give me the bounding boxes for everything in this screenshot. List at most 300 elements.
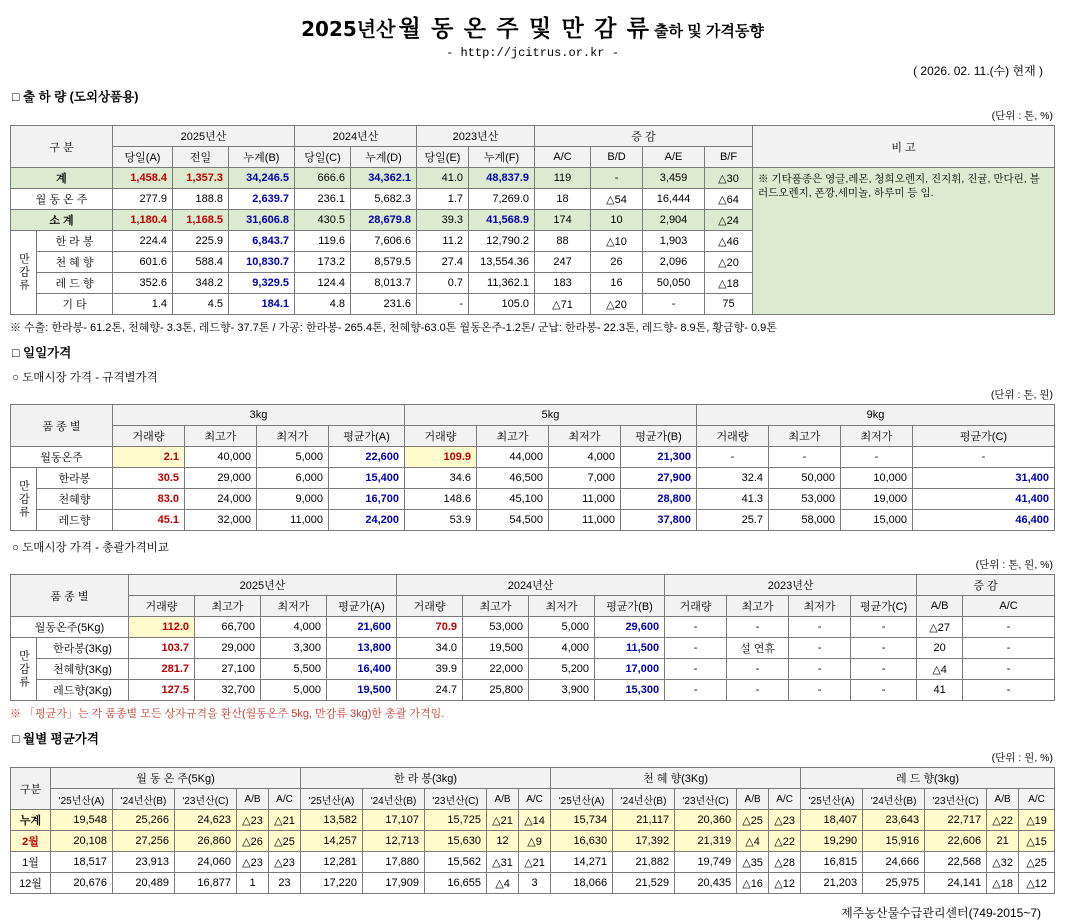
- subcol-10: 최저가: [789, 596, 851, 617]
- cell: 18: [535, 189, 591, 210]
- row-label: 누계: [11, 810, 51, 831]
- cell: -: [769, 447, 841, 468]
- table-row: [11, 638, 1055, 659]
- subcol-24: '24년산(B): [863, 789, 925, 810]
- row-label: 월동온주: [11, 447, 113, 468]
- subcol-ab: A/B: [737, 789, 769, 810]
- cell: -: [643, 294, 705, 315]
- cell: 16,877: [175, 873, 237, 894]
- cell: 7,606.6: [351, 231, 417, 252]
- cell: 14,257: [301, 831, 363, 852]
- cell: 11.2: [417, 231, 469, 252]
- cell: 109.9: [405, 447, 477, 468]
- cell: 22,000: [463, 659, 529, 680]
- cell: 7,269.0: [469, 189, 535, 210]
- cell: 9,000: [257, 489, 329, 510]
- cell: △4: [737, 831, 769, 852]
- cell: 24,000: [185, 489, 257, 510]
- cell: △25: [737, 810, 769, 831]
- subcol-ac: A/C: [269, 789, 301, 810]
- cell: 173.2: [295, 252, 351, 273]
- cell: 17,220: [301, 873, 363, 894]
- section1-footnote: ※ 수출: 한라봉- 61.2톤, 천혜향- 3.3톤, 레드향- 37.7톤 / 가공: 한라봉- 265.4톤, 천혜향-63.0톤 월동온주-1.2톤/ 군납: 한라봉- 22.3톤, 레드향- 8.9톤, 황금향- 0.9톤: [10, 322, 777, 334]
- col-gubun: 구 분: [11, 126, 113, 168]
- cell: 25,266: [113, 810, 175, 831]
- title-prefix: 2025년산: [301, 17, 396, 41]
- cell: 28,800: [621, 489, 697, 510]
- cell: 103.7: [129, 638, 195, 659]
- cell: 15,916: [863, 831, 925, 852]
- cell: -: [789, 617, 851, 638]
- subcol-10: B/F: [705, 147, 753, 168]
- subcol-3: 평균가(A): [329, 426, 405, 447]
- col-2025: 2025년산: [113, 126, 295, 147]
- cell: 588.4: [173, 252, 229, 273]
- subcol-10: 최저가: [841, 426, 913, 447]
- subcol-8: 거래량: [665, 596, 727, 617]
- col-change: 증 감: [535, 126, 753, 147]
- subcol-6: 최저가: [549, 426, 621, 447]
- cell: 4.5: [173, 294, 229, 315]
- cell: 2,904: [643, 210, 705, 231]
- cell: 4,000: [261, 617, 327, 638]
- subcol-24: '24년산(B): [613, 789, 675, 810]
- row-label: 한라봉: [37, 468, 113, 489]
- cell: 15,734: [551, 810, 613, 831]
- cell: △21: [487, 810, 519, 831]
- cell: △9: [519, 831, 551, 852]
- cell: 10,830.7: [229, 252, 295, 273]
- cell: 설 연휴: [727, 638, 789, 659]
- subcol-25: '25년산(A): [801, 789, 863, 810]
- cell: 10: [591, 210, 643, 231]
- cell: 39.9: [397, 659, 463, 680]
- cell: △22: [987, 810, 1019, 831]
- col-2025: 2025년산: [129, 575, 397, 596]
- cell: 430.5: [295, 210, 351, 231]
- cell: -: [417, 294, 469, 315]
- cell: 5,200: [529, 659, 595, 680]
- cell: 58,000: [769, 510, 841, 531]
- table-row: [11, 873, 1055, 894]
- row-label: 레드향(3Kg): [37, 680, 129, 701]
- row-label: 천혜향(3Kg): [37, 659, 129, 680]
- cell: △10: [591, 231, 643, 252]
- subcol-23: '23년산(C): [425, 789, 487, 810]
- col-group-redhyang: 레 드 향(3kg): [801, 768, 1055, 789]
- cell: 31,400: [913, 468, 1055, 489]
- cell: 1.4: [113, 294, 173, 315]
- cell: 3,459: [643, 168, 705, 189]
- cell: 24,200: [329, 510, 405, 531]
- cell: 2,639.7: [229, 189, 295, 210]
- subcol-1: 최고가: [185, 426, 257, 447]
- subcol-ac: A/C: [1019, 789, 1055, 810]
- subcol-8: B/D: [591, 147, 643, 168]
- subcol-ab: A/B: [487, 789, 519, 810]
- cell: 21: [987, 831, 1019, 852]
- cell: 1,357.3: [173, 168, 229, 189]
- cell: 2,096: [643, 252, 705, 273]
- side-label-mangam: 만감류: [11, 638, 37, 701]
- cell: 23,643: [863, 810, 925, 831]
- table-subheader-row: [11, 426, 1055, 447]
- row-label: 월동온주(5Kg): [11, 617, 129, 638]
- cell: 34,246.5: [229, 168, 295, 189]
- cell: -: [727, 659, 789, 680]
- cell: 16,700: [329, 489, 405, 510]
- cell: 17,107: [363, 810, 425, 831]
- subcol-23: '23년산(C): [175, 789, 237, 810]
- cell: 18,407: [801, 810, 863, 831]
- side-label-mangam: 만감류: [11, 468, 37, 531]
- col-5kg: 5kg: [405, 405, 697, 426]
- cell: 20,435: [675, 873, 737, 894]
- cell: 19,749: [675, 852, 737, 873]
- cell: 22,606: [925, 831, 987, 852]
- subcol-23: '23년산(C): [675, 789, 737, 810]
- cell: -: [665, 617, 727, 638]
- cell: △64: [705, 189, 753, 210]
- subcol-0: 당일(A): [113, 147, 173, 168]
- cell: 53,000: [463, 617, 529, 638]
- section2-heading: □ 일일가격: [12, 346, 72, 360]
- cell: -: [727, 617, 789, 638]
- cell: 54,500: [477, 510, 549, 531]
- cell: -: [963, 680, 1055, 701]
- cell: 27,900: [621, 468, 697, 489]
- cell: 16: [591, 273, 643, 294]
- subcol-1: 전일: [173, 147, 229, 168]
- cell: △18: [705, 273, 753, 294]
- subcol-0: 거래량: [113, 426, 185, 447]
- cell: 6,843.7: [229, 231, 295, 252]
- cell: 27,256: [113, 831, 175, 852]
- cell: 13,554.36: [469, 252, 535, 273]
- subcol-7: 평균가(B): [595, 596, 665, 617]
- subcol-0: 거래량: [129, 596, 195, 617]
- cell: 41.3: [697, 489, 769, 510]
- cell: 148.6: [405, 489, 477, 510]
- subcol-ab: A/B: [237, 789, 269, 810]
- cell: 0.7: [417, 273, 469, 294]
- document-footer: 제주농산물수급관리센터(749-2015~7): [841, 906, 1041, 920]
- subcol-23: '23년산(C): [925, 789, 987, 810]
- cell: -: [851, 659, 917, 680]
- cell: 46,500: [477, 468, 549, 489]
- cell: 12,713: [363, 831, 425, 852]
- subcol-3: 평균가(A): [327, 596, 397, 617]
- col-corner: 구분: [11, 768, 51, 810]
- cell: △14: [519, 810, 551, 831]
- cell: 1,903: [643, 231, 705, 252]
- cell: 9,329.5: [229, 273, 295, 294]
- cell: △71: [535, 294, 591, 315]
- cell: 48,837.9: [469, 168, 535, 189]
- row-label: 레 드 향: [37, 273, 113, 294]
- cell: 50,000: [769, 468, 841, 489]
- cell: 45,100: [477, 489, 549, 510]
- row-label: 2월: [11, 831, 51, 852]
- cell: △27: [917, 617, 963, 638]
- subcol-9: 최고가: [727, 596, 789, 617]
- cell: 28,679.8: [351, 210, 417, 231]
- cell: △22: [769, 831, 801, 852]
- cell: 21,529: [613, 873, 675, 894]
- cell: 224.4: [113, 231, 173, 252]
- cell: 27,100: [195, 659, 261, 680]
- cell: 22,717: [925, 810, 987, 831]
- cell: 32,000: [185, 510, 257, 531]
- cell: 4,000: [549, 447, 621, 468]
- cell: △23: [237, 810, 269, 831]
- cell: 12: [487, 831, 519, 852]
- cell: 32,700: [195, 680, 261, 701]
- cell: 12,790.2: [469, 231, 535, 252]
- cell: 127.5: [129, 680, 195, 701]
- cell: 112.0: [129, 617, 195, 638]
- cell: 20: [917, 638, 963, 659]
- title-suffix: 출하 및 가격동향: [654, 23, 764, 40]
- cell: 277.9: [113, 189, 173, 210]
- cell: 8,579.5: [351, 252, 417, 273]
- cell: 1,458.4: [113, 168, 173, 189]
- cell: 45.1: [113, 510, 185, 531]
- cell: 21,117: [613, 810, 675, 831]
- row-label: 한 라 봉: [37, 231, 113, 252]
- subcol-2: 최저가: [261, 596, 327, 617]
- report-date: ( 2026. 02. 11.(수) 현재 ): [913, 64, 1043, 78]
- cell: 44,000: [477, 447, 549, 468]
- table-row: [11, 810, 1055, 831]
- cell: 21,203: [801, 873, 863, 894]
- cell: 24,141: [925, 873, 987, 894]
- cell: 5,000: [261, 680, 327, 701]
- cell: 20,489: [113, 873, 175, 894]
- cell: 17,880: [363, 852, 425, 873]
- subcol-11: 평균가(C): [913, 426, 1055, 447]
- cell: 37,800: [621, 510, 697, 531]
- cell: 34.0: [397, 638, 463, 659]
- cell: 13,800: [327, 638, 397, 659]
- col-2024: 2024년산: [295, 126, 417, 147]
- cell: 3,300: [261, 638, 327, 659]
- cell: 119.6: [295, 231, 351, 252]
- cell: 17,000: [595, 659, 665, 680]
- cell: 184.1: [229, 294, 295, 315]
- row-label: 12월: [11, 873, 51, 894]
- cell: 24,623: [175, 810, 237, 831]
- cell: 5,500: [261, 659, 327, 680]
- cell: △21: [269, 810, 301, 831]
- cell: -: [789, 680, 851, 701]
- row-label: 천 혜 향: [37, 252, 113, 273]
- table-row: [11, 468, 1055, 489]
- cell: 1,180.4: [113, 210, 173, 231]
- cell: △12: [769, 873, 801, 894]
- cell: 53,000: [769, 489, 841, 510]
- cell: 15,562: [425, 852, 487, 873]
- table-subheader-row: [11, 596, 1055, 617]
- table-header-row: [11, 768, 1055, 789]
- row-label: 월 동 온 주: [11, 189, 113, 210]
- cell: 22,600: [329, 447, 405, 468]
- cell: 352.6: [113, 273, 173, 294]
- table-header-row: [11, 126, 1055, 147]
- shipment-table: [10, 125, 1055, 315]
- cell: 16,444: [643, 189, 705, 210]
- cell: △12: [1019, 873, 1055, 894]
- cell: 41,568.9: [469, 210, 535, 231]
- cell: 19,290: [801, 831, 863, 852]
- section4-heading: □ 월별 평균가격: [12, 732, 99, 746]
- cell: 88: [535, 231, 591, 252]
- cell: 20,108: [51, 831, 113, 852]
- cell: 83.0: [113, 489, 185, 510]
- cell: 12,281: [301, 852, 363, 873]
- cell: 22,568: [925, 852, 987, 873]
- table-subheader-row: [11, 789, 1055, 810]
- row-label: 레드향: [37, 510, 113, 531]
- cell: 34.6: [405, 468, 477, 489]
- cell: -: [789, 638, 851, 659]
- section3-footnote: ※ 「평균가」는 각 품종별 모든 상자규격을 환산(월동온주 5kg, 만감류 3kg)한 총괄 가격임.: [10, 708, 445, 720]
- subcol-ab: A/B: [987, 789, 1019, 810]
- cell: △4: [917, 659, 963, 680]
- cell: 24,060: [175, 852, 237, 873]
- cell: 124.4: [295, 273, 351, 294]
- cell: 15,000: [841, 510, 913, 531]
- cell: 15,630: [425, 831, 487, 852]
- section2-subheading: ○ 도매시장 가격 - 규격별가격: [12, 372, 158, 384]
- col-group-cheonhyehyang: 천 혜 향(3Kg): [551, 768, 801, 789]
- subcol-2: 최저가: [257, 426, 329, 447]
- table-row: [11, 680, 1055, 701]
- cell: 16,655: [425, 873, 487, 894]
- table-row: [11, 510, 1055, 531]
- cell: 4,000: [529, 638, 595, 659]
- subcol-25: '25년산(A): [301, 789, 363, 810]
- subcol-12: A/B: [917, 596, 963, 617]
- cell: 281.7: [129, 659, 195, 680]
- cell: 29,000: [195, 638, 261, 659]
- cell: △25: [269, 831, 301, 852]
- col-3kg: 3kg: [113, 405, 405, 426]
- cell: 18,066: [551, 873, 613, 894]
- section3-unit: (단위 : 톤, 원, %): [975, 559, 1053, 571]
- subcol-24: '24년산(B): [363, 789, 425, 810]
- cell: 11,000: [549, 510, 621, 531]
- table-row: [11, 447, 1055, 468]
- col-2024: 2024년산: [397, 575, 665, 596]
- cell: 3: [519, 873, 551, 894]
- cell: -: [665, 638, 727, 659]
- table-header-row: [11, 575, 1055, 596]
- col-variety: 품 종 별: [11, 405, 113, 447]
- table-row: [11, 489, 1055, 510]
- cell: 5,000: [257, 447, 329, 468]
- cell: 75: [705, 294, 753, 315]
- cell: 41,400: [913, 489, 1055, 510]
- cell: 29,000: [185, 468, 257, 489]
- cell: 7,000: [549, 468, 621, 489]
- subcol-5: 최고가: [477, 426, 549, 447]
- subcol-5: 최고가: [463, 596, 529, 617]
- subcol-8: 거래량: [697, 426, 769, 447]
- cell: -: [963, 638, 1055, 659]
- remark-cell: ※ 기타품종은 영글,레몬, 청희오렌지, 진지휘, 진귤, 만다린, 블러드오렌지, 폰깡,세미놀, 하루미 등 임.: [753, 168, 1055, 315]
- cell: 5,682.3: [351, 189, 417, 210]
- daily-price-table: [10, 404, 1055, 531]
- row-label: 천혜향: [37, 489, 113, 510]
- cell: △31: [487, 852, 519, 873]
- cell: 348.2: [173, 273, 229, 294]
- cell: 24,666: [863, 852, 925, 873]
- cell: 39.3: [417, 210, 469, 231]
- cell: △19: [1019, 810, 1055, 831]
- cell: △28: [769, 852, 801, 873]
- cell: 23,913: [113, 852, 175, 873]
- cell: 6,000: [257, 468, 329, 489]
- cell: -: [841, 447, 913, 468]
- col-group-hallabong: 한 라 봉(3kg): [301, 768, 551, 789]
- cell: 19,500: [463, 638, 529, 659]
- cell: 40,000: [185, 447, 257, 468]
- cell: 1.7: [417, 189, 469, 210]
- cell: 21,319: [675, 831, 737, 852]
- cell: 19,000: [841, 489, 913, 510]
- cell: △21: [519, 852, 551, 873]
- cell: 105.0: [469, 294, 535, 315]
- cell: 16,630: [551, 831, 613, 852]
- site-url: - http://jcitrus.or.kr -: [446, 46, 619, 60]
- cell: -: [789, 659, 851, 680]
- cell: 4.8: [295, 294, 351, 315]
- cell: -: [963, 659, 1055, 680]
- cell: 34,362.1: [351, 168, 417, 189]
- subcol-5: 당일(E): [417, 147, 469, 168]
- subcol-11: 평균가(C): [851, 596, 917, 617]
- cell: 174: [535, 210, 591, 231]
- cell: 70.9: [397, 617, 463, 638]
- subcol-25: '25년산(A): [551, 789, 613, 810]
- cell: 21,600: [327, 617, 397, 638]
- cell: 183: [535, 273, 591, 294]
- subcol-25: '25년산(A): [51, 789, 113, 810]
- cell: △24: [705, 210, 753, 231]
- cell: 10,000: [841, 468, 913, 489]
- cell: 29,600: [595, 617, 665, 638]
- col-group-wintermandarin: 월 동 온 주(5Kg): [51, 768, 301, 789]
- table-row: [11, 852, 1055, 873]
- cell: -: [963, 617, 1055, 638]
- row-label: 한라봉(3Kg): [37, 638, 129, 659]
- cell: △20: [591, 294, 643, 315]
- cell: 27.4: [417, 252, 469, 273]
- cell: 41.0: [417, 168, 469, 189]
- cell: 11,000: [549, 489, 621, 510]
- document-title: [10, 10, 1055, 43]
- subcol-1: 최고가: [195, 596, 261, 617]
- row-label: 계: [11, 168, 113, 189]
- cell: 14,271: [551, 852, 613, 873]
- subcol-13: A/C: [963, 596, 1055, 617]
- subcol-6: 최저가: [529, 596, 595, 617]
- cell: 5,000: [529, 617, 595, 638]
- section2-unit: (단위 : 톤, 원): [990, 389, 1053, 401]
- cell: 601.6: [113, 252, 173, 273]
- cell: 25,800: [463, 680, 529, 701]
